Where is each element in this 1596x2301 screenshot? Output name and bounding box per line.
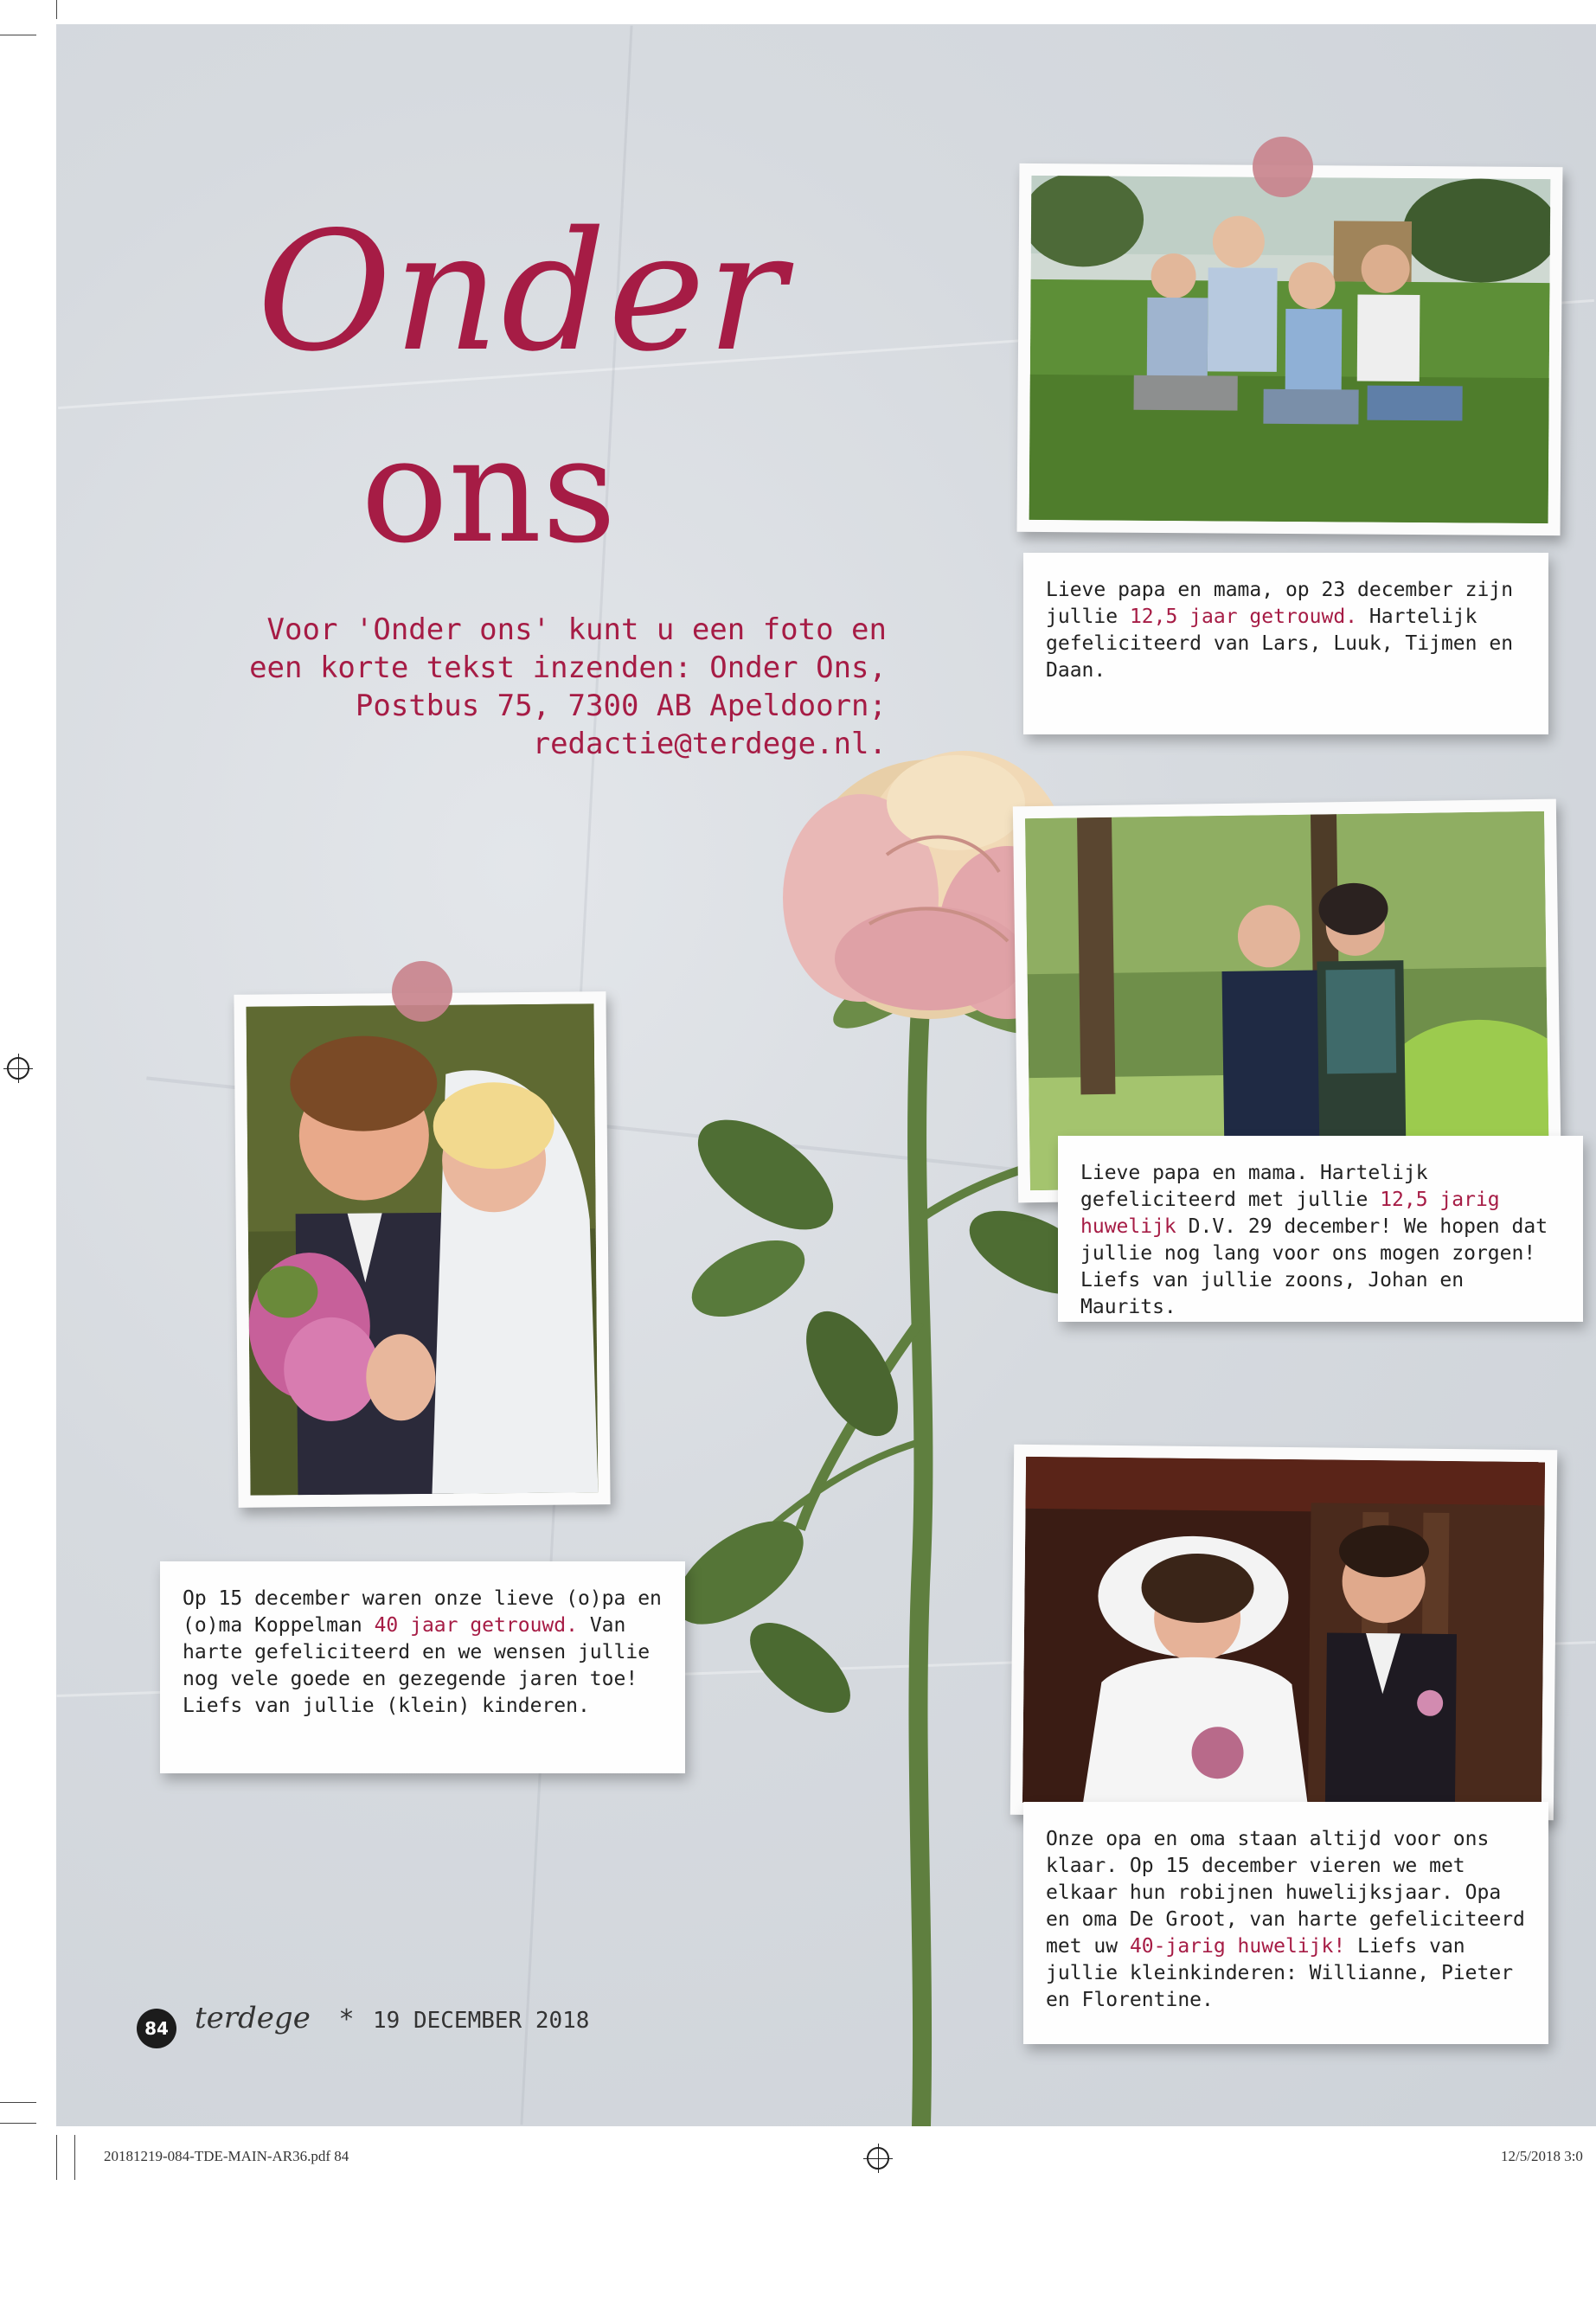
crop-mark — [0, 2123, 36, 2124]
registration-mark-icon — [7, 1057, 29, 1080]
caption-card — [160, 1561, 685, 1773]
photo-wedding-couple — [247, 1003, 599, 1495]
caption-text: Lieve papa en mama, op 23 december zijn jullie — [1046, 579, 1514, 628]
photo-wedding-vintage — [1022, 1457, 1545, 1808]
issue-date: 19 DECEMBER 2018 — [373, 2008, 590, 2034]
magazine-page — [56, 24, 1596, 2126]
pin-dot — [392, 961, 452, 1022]
caption-highlight: 40-jarig huwelijk! — [1129, 1935, 1346, 1958]
rose-leaf — [680, 1225, 816, 1332]
crop-mark — [56, 0, 57, 19]
photo-frame — [234, 991, 610, 1508]
crop-mark — [0, 2102, 36, 2103]
caption-text: Lieve papa en mama. Hartelijk gefeliciteerd met jullie — [1080, 1162, 1428, 1211]
caption-highlight: 40 jaar getrouwd. — [374, 1614, 578, 1637]
intro-text: Voor 'Onder ons' kunt u een foto en een korte tekst inzenden: Onder Ons, Postbus 75, 7300 AB Apeldoorn; redactie@terdege.nl. — [249, 612, 887, 761]
pin-dot — [1253, 137, 1313, 197]
caption-text: Liefs van jullie kleinkinderen: Willianne, Pieter en Florentine. — [1046, 1935, 1514, 2011]
caption-card — [1023, 553, 1548, 734]
caption-card — [1023, 1802, 1548, 2044]
rose-leaf — [679, 1099, 851, 1252]
page-number-badge: 84 — [137, 2009, 176, 2048]
caption-text: Op 15 december waren onze lieve (o)pa en (o)ma Koppelman — [183, 1587, 662, 1637]
print-slug-timestamp: 12/5/2018 3:0 — [1501, 2148, 1583, 2164]
crop-mark — [74, 2135, 75, 2180]
photo-four-boys — [1029, 176, 1551, 523]
caption-highlight: 12,5 jarig huwelijk — [1080, 1189, 1500, 1238]
rose-leaf — [735, 1606, 866, 1729]
caption-text: Van harte gefeliciteerd en we wensen jullie nog vele goede en gezegende jaren toe! Liefs van jullie (klein) kinderen. — [183, 1614, 651, 1717]
caption-text: D.V. 29 december! We hopen dat jullie nog lang voor ons mogen zorgen! Liefs van jullie zoons, Johan en Maurits. — [1080, 1215, 1548, 1318]
magazine-logo: terdege — [195, 2001, 311, 2035]
photo-couple-forest — [1025, 811, 1549, 1190]
caption-highlight: 12,5 jaar getrouwd. — [1129, 606, 1358, 628]
registration-mark-icon — [867, 2147, 889, 2170]
caption-card — [1058, 1136, 1583, 1322]
page-title: Onder — [257, 196, 788, 388]
page-title-second-line: ons — [361, 406, 617, 575]
caption-text: Onze opa en oma staan altijd voor ons klaar. Op 15 december vieren we met elkaar hun robijnen huwelijksjaar. Opa en oma De Groot, van harte gefeliciteerd met uw — [1046, 1828, 1525, 1958]
rose-stem — [917, 993, 923, 2126]
photo-frame — [1010, 1445, 1557, 1821]
folio-separator: * — [340, 2004, 353, 2035]
photo-frame — [1017, 163, 1563, 535]
crop-mark — [56, 2135, 57, 2180]
caption-text: Hartelijk gefeliciteerd van Lars, Luuk, Tijmen en Daan. — [1046, 606, 1514, 682]
print-slug-file: 20181219-084-TDE-MAIN-AR36.pdf 84 — [104, 2148, 349, 2164]
